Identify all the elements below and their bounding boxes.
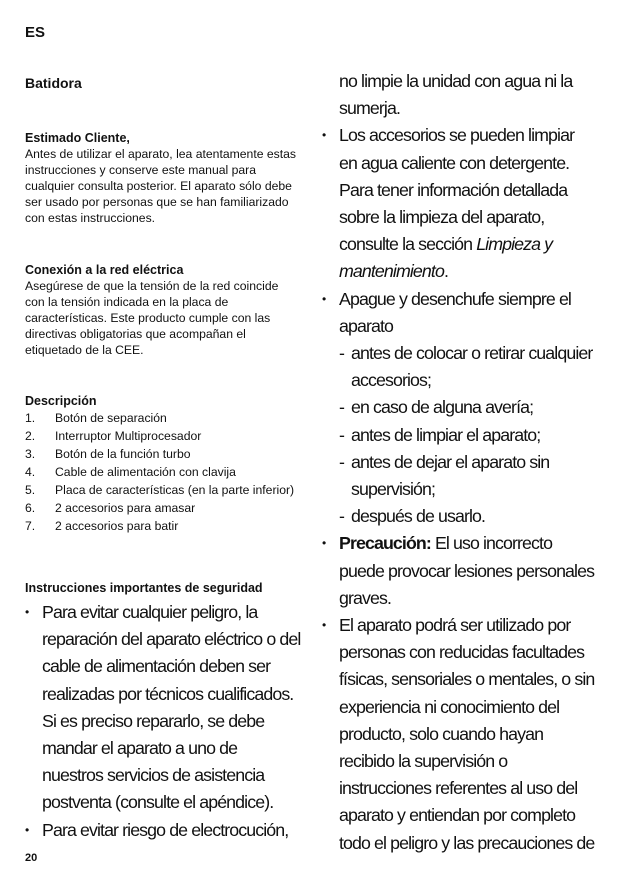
description-section (25, 393, 301, 535)
safety-section (25, 580, 301, 844)
intro-section (25, 130, 301, 226)
safety-heading: Instrucciones importantes de seguridad (25, 581, 263, 595)
list-item: 4. Cable de alimentación con clavija (25, 465, 236, 479)
list-item: 1. Botón de separación (25, 411, 167, 425)
intro-body: Antes de utilizar el aparato, lea atentamente estas instrucciones y conserve este manual para cualquier consulta posterior. El aparato sólo debe ser usado por personas que se han familiarizado con estas instrucciones. (25, 147, 296, 225)
list-item: 5. Placa de características (en la parte inferior) (25, 483, 295, 497)
bullet-icon: • (25, 605, 29, 619)
safety-bullet: • Para evitar cualquier peligro, la reparación del aparato eléctrico o del cable de alimentación deben ser realizadas por técnicos cualificados. Si es preciso repararlo, se debe mandar el aparato a uno de nuestros servicios de asistencia postventa (consulte el apéndice). (25, 599, 301, 817)
list-item: 2. Interruptor Multiprocesador (25, 429, 202, 443)
language-code: ES (25, 24, 46, 41)
safety-bullet: • El aparato podrá ser utilizado por personas con reducidas facultades físicas, sensoriales o mentales, o sin experiencia ni conocimiento del producto, solo cuando hayan recibido la supervisión o instrucciones referentes al uso del aparato y entiendan por completo todo el peligro y las precauciones de (322, 612, 596, 857)
page-title: Batidora (25, 75, 82, 91)
dash-item: - en caso de alguna avería; (339, 397, 534, 418)
caution-label: Precaución: (339, 533, 431, 554)
safety-bullet: • Los accesorios se pueden limpiar en agua caliente con detergente. Para tener información detallada sobre la limpieza del aparato, consulte la sección Limpieza y mantenimiento. (322, 122, 596, 285)
connection-heading: Conexión a la red eléctrica (25, 263, 184, 277)
safety-bullet: • Precaución: El uso incorrecto puede provocar lesiones personales graves. (322, 530, 596, 612)
continued-text: no limpie la unidad con agua ni la sumerja. (339, 71, 573, 119)
parts-list (25, 409, 301, 535)
safety-bullet: • Apague y desenchufe siempre el aparato (322, 286, 596, 340)
dash-item: - antes de dejar el aparato sin supervisión; (339, 451, 550, 500)
list-item: 3. Botón de la función turbo (25, 447, 191, 461)
safety-bullet: • Para evitar riesgo de electrocución, (25, 817, 301, 844)
bullet-icon: • (322, 291, 326, 306)
dash-item: - antes de colocar o retirar cualquier accesorios; (339, 343, 593, 391)
list-item: 7. 2 accesorios para batir (25, 519, 179, 533)
right-column (322, 68, 596, 857)
list-item: 6. 2 accesorios para amasar (25, 501, 196, 515)
intro-heading: Estimado Cliente, (25, 131, 130, 145)
connection-section (25, 262, 301, 358)
description-heading: Descripción (25, 394, 97, 408)
bullet-icon: • (322, 536, 326, 551)
dash-item: - antes de limpiar el aparato; (339, 424, 541, 445)
page-number: 20 (25, 852, 38, 864)
bullet-icon: • (25, 822, 29, 837)
connection-body: Asegúrese de que la tensión de la red coincide con la tensión indicada en la placa de características. Este producto cumple con las directivas obligatorias que acompañan el etiquetado de la CEE. (25, 279, 279, 357)
bullet-icon: • (322, 618, 326, 633)
dash-item: - después de usarlo. (339, 506, 486, 527)
bullet-icon: • (322, 128, 326, 143)
